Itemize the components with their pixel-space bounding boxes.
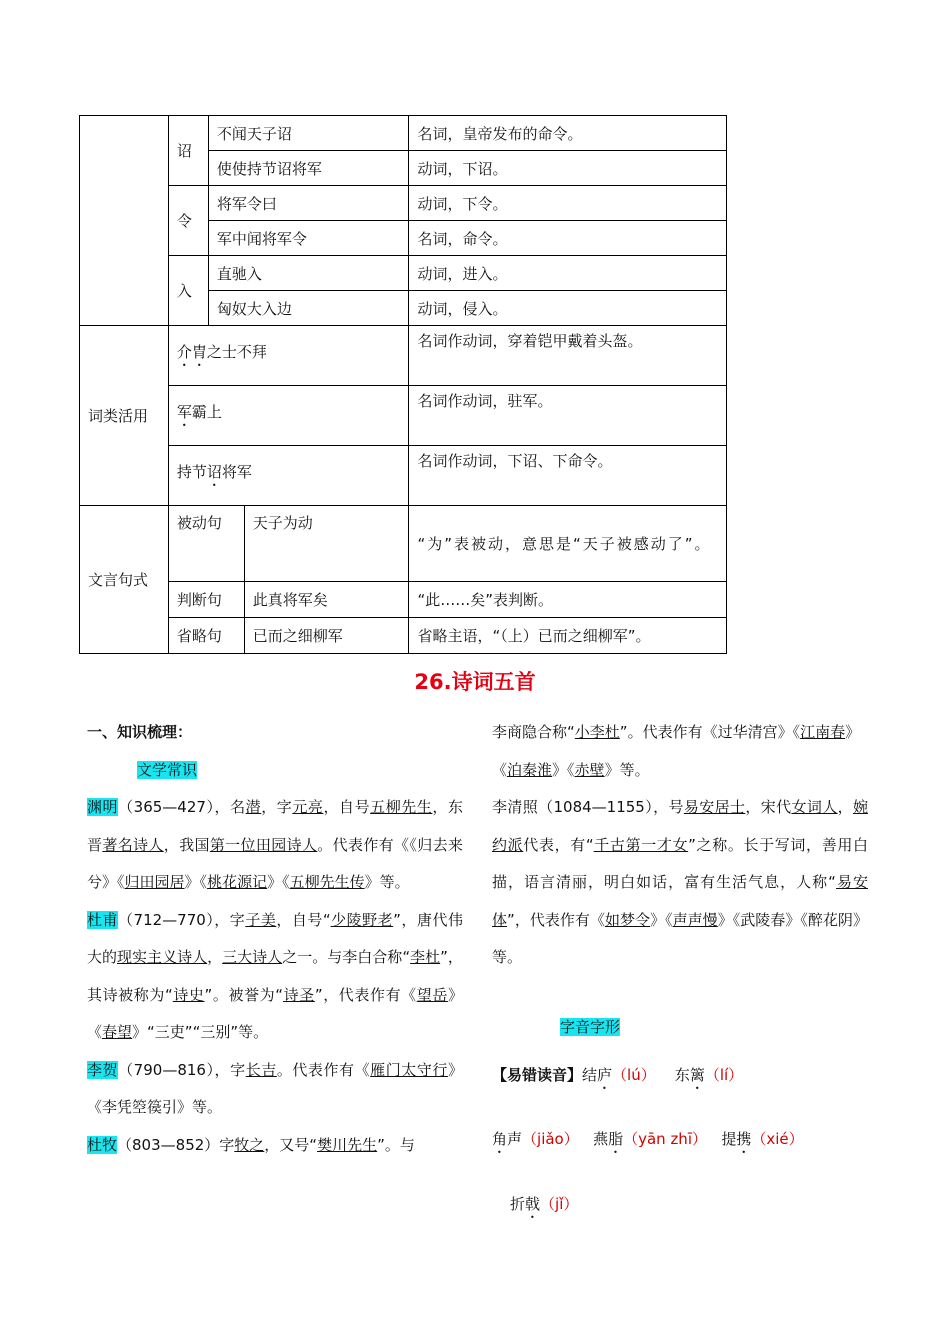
text: 声	[507, 1130, 523, 1148]
example: 不闻天子诏	[208, 116, 409, 151]
text: ”，代表作有《	[507, 910, 605, 929]
left-column	[87, 714, 463, 1164]
pron-label: 【易错读音】	[492, 1066, 583, 1084]
example: 军中闻将军令	[208, 221, 409, 256]
subsection-label: 字音字形	[560, 1018, 621, 1036]
poet-name: 渊明	[87, 798, 119, 816]
text: ”。代表作有《过华清宫》《	[619, 723, 801, 741]
work-title: 赤壁	[574, 760, 605, 779]
example	[168, 386, 409, 446]
underlined: 长吉	[245, 1060, 277, 1079]
text: 》《	[267, 873, 290, 891]
work-title: 桃花源记	[207, 873, 268, 891]
underlined: 五柳先生	[370, 798, 433, 816]
poet-name: 李贺	[87, 1060, 119, 1079]
pinyin: （lú）	[612, 1066, 656, 1084]
emph: 角	[492, 1130, 508, 1148]
category-cllh: 词类活用	[80, 326, 169, 506]
text: 》《李凭箜篌引》等。	[87, 1060, 463, 1116]
underlined: 牧之	[234, 1135, 265, 1154]
text: ，自号“	[276, 910, 331, 929]
section-title: 26.诗词五首	[414, 670, 536, 694]
lishangyin-paragraph	[492, 714, 868, 789]
pinyin: （xié）	[751, 1130, 804, 1148]
text: ，我国	[163, 835, 210, 854]
yuanming-paragraph	[87, 789, 463, 902]
text: ”，唐代伟大的	[87, 910, 463, 966]
emph: 介胄	[176, 343, 207, 361]
text: （365—427），名	[118, 798, 246, 816]
poet-name: 杜甫	[87, 910, 119, 929]
example: 此真将军矣	[244, 582, 409, 618]
underlined: 三大诗人	[222, 948, 283, 966]
text: （803—852）字	[117, 1135, 235, 1154]
pinyin: （jǐ）	[540, 1195, 579, 1213]
text: 结	[582, 1066, 598, 1084]
pinyin: （yān zhī）	[623, 1130, 707, 1148]
underlined: 女词人	[791, 798, 838, 816]
definition: 名词作动词，穿着铠甲戴着头盔。	[409, 326, 727, 386]
text: 提	[721, 1130, 737, 1148]
text: 东	[674, 1066, 690, 1084]
text: 。代表作有《	[276, 1060, 371, 1079]
emph: 戟	[525, 1195, 541, 1213]
work-title: 归田园居	[124, 873, 185, 891]
text: 将军	[221, 463, 252, 481]
work-title: 雁门太守行	[370, 1060, 448, 1079]
right-column	[492, 714, 868, 977]
dumu-paragraph	[87, 1127, 463, 1165]
underlined: 元亮	[292, 798, 324, 816]
text: 》等。	[604, 760, 650, 779]
text: ，宋代	[745, 798, 792, 816]
underlined: 樊川先生	[317, 1135, 378, 1154]
underlined: 著名诗人	[102, 835, 164, 854]
underlined: 第一位田园诗人	[209, 835, 318, 854]
text: 》等。	[364, 873, 410, 891]
example: 已而之细柳军	[244, 618, 409, 654]
work-title: 江南春	[800, 723, 846, 741]
example: 将军令曰	[208, 186, 409, 221]
definition: “为”表被动，意思是“天子被感动了”。	[409, 506, 727, 582]
underlined: 婉约派	[492, 798, 868, 854]
underlined: 易安体	[492, 873, 868, 929]
underlined: 小李杜	[574, 723, 620, 741]
pron-subsection	[560, 1012, 620, 1042]
emph: 诏	[206, 463, 222, 481]
text: ”。与	[377, 1135, 415, 1154]
emph: 军	[176, 403, 192, 421]
emph: 庐	[597, 1066, 613, 1084]
text: 》“三吏”“三别”等。	[132, 1023, 269, 1041]
example	[168, 446, 409, 506]
definition: 省略主语，“（上）已而之细柳军”。	[409, 618, 727, 654]
definition: 名词作动词，下诏、下命令。	[409, 446, 727, 506]
text: 》《	[184, 873, 208, 891]
definition: 名词，命令。	[409, 221, 727, 256]
emph: 脂	[608, 1130, 624, 1148]
vocab-table	[79, 115, 727, 654]
sentence-type: 被动句	[168, 506, 244, 582]
work-title: 五柳先生传	[289, 873, 365, 891]
text: 李商隐合称“	[492, 723, 575, 741]
text: （712—770），字	[118, 910, 246, 929]
underlined: 千古第一才女	[593, 835, 689, 854]
text: 李清照（1084—1155），号	[492, 798, 684, 816]
text: 燕	[593, 1130, 609, 1148]
example: 直驰入	[208, 256, 409, 291]
subsection-label: 文学常识	[137, 760, 198, 779]
emph: 携	[736, 1130, 752, 1148]
emph: 篱	[689, 1066, 705, 1084]
poet-name: 杜牧	[87, 1135, 118, 1154]
text: （790—816），字	[118, 1060, 246, 1079]
dufu-paragraph	[87, 902, 463, 1052]
underlined: 诗史	[172, 985, 205, 1004]
text: 》《	[102, 873, 125, 891]
text: ，又号“	[264, 1135, 318, 1154]
pron-row-3	[510, 1189, 578, 1222]
lihe-paragraph	[87, 1052, 463, 1127]
text: 之一。与李白合称“	[282, 948, 411, 966]
underlined: 子美	[245, 910, 277, 929]
liqingzhao-paragraph	[492, 789, 868, 977]
text: 》《	[492, 723, 861, 779]
pron-row-2	[492, 1124, 804, 1157]
definition: 动词，下诏。	[409, 151, 727, 186]
text: ，	[207, 948, 223, 966]
text: ”，代表作有《	[314, 985, 417, 1004]
definition: 名词，皇帝发布的命令。	[409, 116, 727, 151]
text: 》《	[87, 985, 463, 1041]
text: ，字	[261, 798, 293, 816]
text: 》《	[650, 910, 673, 929]
text: 。代表作有《	[317, 835, 410, 854]
work-title: 春望	[102, 1023, 133, 1041]
underlined: 李杜	[410, 948, 441, 966]
text: ”之称。长于写词，善用白描，语言清丽，明白如话，富有生活气息，人称“	[492, 835, 868, 891]
definition: 动词，侵入。	[409, 291, 727, 326]
example: 使使持节诏将军	[208, 151, 409, 186]
work-title: 《归去来兮	[87, 835, 463, 891]
text: ，东晋	[87, 798, 463, 854]
text: 霸上	[191, 403, 222, 421]
definition: 名词作动词，驻军。	[409, 386, 727, 446]
underlined: 现实主义诗人	[117, 948, 208, 966]
text: 》《武陵春》《醉花阴》等。	[492, 910, 868, 966]
text: ，自号	[323, 798, 371, 816]
work-title: 泊秦淮	[507, 760, 553, 779]
work-title: 如梦令	[604, 910, 651, 929]
underlined: 易安居士	[683, 798, 746, 816]
text: ”，其诗被称为“	[87, 948, 463, 1004]
underlined: 诗圣	[283, 985, 315, 1004]
underlined: 少陵野老	[330, 910, 394, 929]
char-ling: 令	[168, 186, 208, 256]
text: 》《	[552, 760, 575, 779]
example: 匈奴大入边	[208, 291, 409, 326]
text: 代表，有“	[523, 835, 594, 854]
char-zhao: 诏	[168, 116, 208, 186]
sentence-type: 判断句	[168, 582, 244, 618]
definition: 动词，进入。	[409, 256, 727, 291]
example: 天子为动	[244, 506, 409, 582]
pron-row-1	[492, 1060, 743, 1093]
text: 折	[510, 1195, 526, 1213]
sentence-type: 省略句	[168, 618, 244, 654]
text: 持节	[176, 463, 207, 481]
category-wyjs: 文言句式	[80, 506, 169, 654]
example	[168, 326, 409, 386]
text: ，	[837, 798, 853, 816]
text: 之士不拜	[206, 343, 267, 361]
blank-cell	[80, 116, 169, 326]
definition: 动词，下令。	[409, 186, 727, 221]
work-title: 声声慢	[672, 910, 718, 929]
text: ”。被誉为“	[204, 985, 284, 1004]
pinyin: （jiǎo）	[522, 1130, 579, 1148]
pinyin: （lí）	[704, 1066, 744, 1084]
work-title: 望岳	[416, 985, 448, 1004]
char-ru: 入	[168, 256, 208, 326]
underlined: 潜	[245, 798, 262, 816]
knowledge-heading: 一、知识梳理：	[87, 723, 193, 741]
definition: “此……矣”表判断。	[409, 582, 727, 618]
